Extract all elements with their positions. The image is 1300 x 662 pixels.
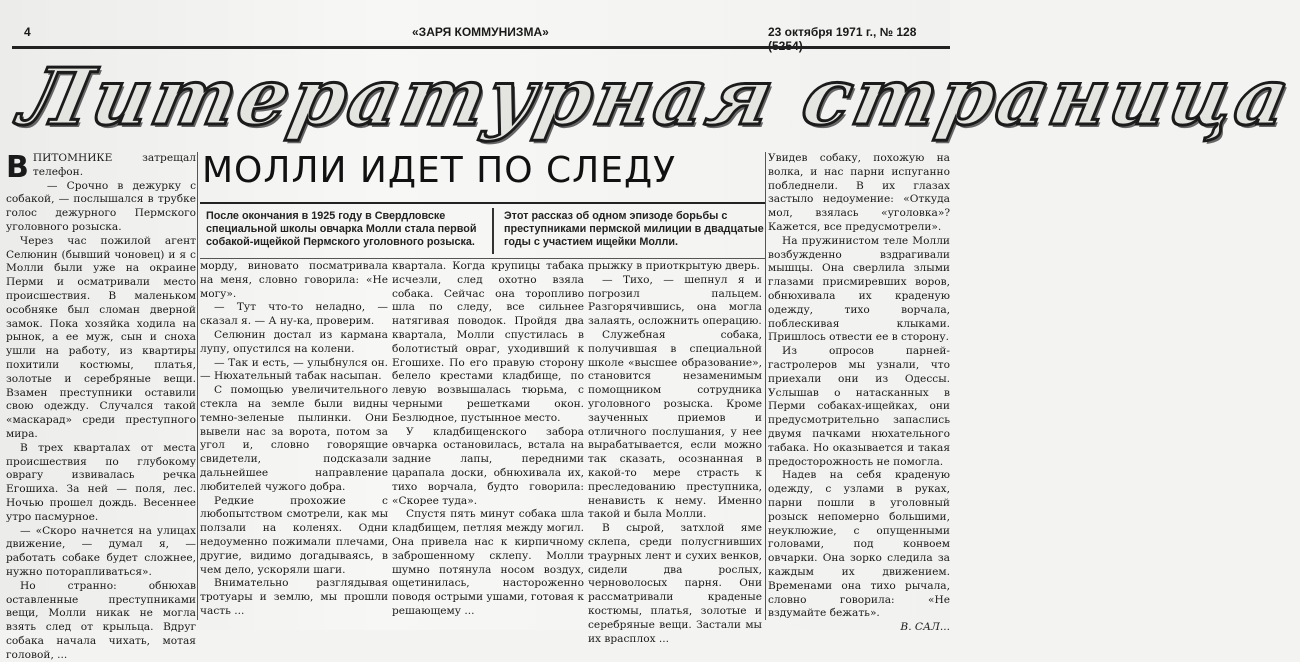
intro-right: Этот рассказ об одном эпизоде борьбы с преступниками пермской милиции в двадцатые годы с участием ищейки Молли. — [504, 210, 764, 248]
paragraph: Через час пожилой агент Селюнин (бывший чоновец) и я с Молли были уже на окраине Перми и осматривали место происшествия. В маленьком особняке был сломан дверной замок. Пока хозяйка ходила на рынок, а ее муж, сын и сноха ушли на работу, из квартиры похитили костюмы, платья, золотые и серебряные вещи. Взамен преступники оставили свою одежду. Случался такой «маскарад» среди преступного мира. — [6, 234, 196, 440]
newspaper-name: «ЗАРЯ КОММУНИЗМА» — [412, 25, 549, 39]
paragraph: — Тут что-то неладно, — сказал я. — А ну-ка, проверим. — [200, 301, 388, 328]
paragraph: В трех кварталах от места происшествия по глубокому оврагу извивалась речка Егошиха. За ней — поля, лес. Ночью прошел дождь. Весеннее утро пасмурное. — [6, 441, 196, 523]
paragraph: — Срочно в дежурку с собакой, — послышался в трубке голос дежурного Пермского уголовного розыска. — [6, 179, 196, 233]
author-signature: В. САЛ... — [900, 621, 950, 634]
paragraph: С помощью увеличительного стекла на земле были видны темно-зеленые пылинки. Они вывели нас за ворота, потом за угол и, словно говорящие свидетели, подсказали дальнейшее направление любителей чужого добра. — [200, 384, 388, 493]
paragraph: Надев на себя краденую одежду, с узлами в руках, парни пошли в уголовный розыск непомерно большими, неуклюжие, с опущенными головами, под конвоем овчарки. Она зорко следила за каждым их движением. Временами она тихо рычала, словно говорила: «Не вздумайте бежать». — [768, 469, 950, 620]
intro-separator — [492, 208, 494, 254]
column-3 — [392, 260, 584, 618]
column-4 — [588, 260, 762, 645]
paragraph: ПИТОМНИКЕ затрещал телефон. — [32, 152, 196, 178]
paragraph: Редкие прохожие с любопытством смотрели, как мы ползали на коленях. Одни недоуменно пожимали плечами, другие, видимо догадываясь, в чем дело, ускоряли шаги. — [200, 494, 388, 576]
column-rule — [765, 152, 766, 620]
paragraph: Из опросов парней-гастролеров мы узнали, что приехали они из Одессы. Услышав о натасканных в Перми собаках-ищейках, они предусмотрительно запаслись двумя пачками нюхательного табака. Но оказывается и такая предосторожность не помогла. — [768, 345, 950, 468]
drop-cap: В — [6, 150, 29, 185]
header-rule — [12, 46, 950, 49]
paragraph: Селюнин достал из кармана лупу, опустился на колени. — [200, 328, 388, 355]
paragraph: Внимательно разглядывая тротуары и землю, мы прошли часть ... — [200, 577, 388, 617]
article-title: МОЛЛИ ИДЕТ ПО СЛЕДУ — [202, 150, 677, 191]
section-banner — [12, 52, 1300, 146]
page-header — [0, 22, 950, 44]
paragraph: Спустя пять минут собака шла кладбищем, петляя между могил. Она привела нас к кирпичному заброшенному склепу. Молли шумно потянула носом воздух, ощетинилась, настороженно поводя острыми ушами, готовая к решающему ... — [392, 508, 584, 617]
banner-title: Литературная страница — [12, 52, 1300, 143]
paragraph: квартала. Когда крупицы табака исчезли, след охотно взяла собака. Сейчас она торопливо шла по следу, все сильнее натягивая поводок. Пройдя два квартала, Молли спустилась в болотистый овраг, уходивший к Егошихе. По его правую сторону белело крестами кладбище, по левую возвышалась тюрьма, с черными решетками окон. Безлюдное, пустынное место. — [392, 260, 584, 424]
paragraph: — Так и есть, — улыбнулся он. — Нюхательный табак насыпан. — [200, 356, 388, 383]
paragraph: морду, виновато посматривала на меня, словно говорила: «Не могу». — [200, 260, 388, 300]
paragraph: — «Скоро начнется на улицах движение, — думал я, — работать собаке будет сложнее, нужно поторапливаться». — [6, 524, 196, 578]
page-number: 4 — [24, 25, 31, 39]
paragraph: На пружинистом теле Молли возбужденно вздрагивали мышцы. Она сверлила злыми глазами присмиревших воров, обнюхивала их краденую одежду, тихо ворчала, поблескивая клыками. Пришлось отвести ее в сторону. — [768, 234, 950, 344]
column-5 — [768, 152, 950, 634]
title-rule — [200, 202, 766, 204]
paragraph: Но странно: обнюхав оставленные преступниками вещи, Молли никак не могла взять след от крыльца. Вдруг собака начала чихать, мотая головой, ... — [6, 579, 196, 661]
column-rule — [197, 152, 198, 620]
intro-rule — [200, 258, 766, 259]
column-1 — [6, 150, 196, 661]
paragraph: прыжку в приоткрытую дверь. — [588, 260, 760, 272]
paragraph: Увидев собаку, похожую на волка, и нас парни испуганно побледнели. В их глазах застыло недоумение: «Откуда мол, взялась «уголовка»? Кажется, все предусмотрели». — [768, 152, 950, 233]
paragraph: — Тихо, — шепнул я и погрозил пальцем. Разгорячившись, она могла залаять, осложнить операцию. — [588, 273, 762, 328]
paragraph: У кладбищенского забора овчарка остановилась, встала на задние лапы, передними царапала доски, обнюхивала их, тихо ворчала, будто говорила: «Скорее туда». — [392, 425, 584, 507]
paragraph: Служебная собака, получившая в специальной школе «высшее образование», становится незаменимым помощником сотрудника уголовного розыска. Кроме заученных приемов и отличного послушания, у нее вырабатывается, если можно так сказать, осознанная в какой-то мере страсть к преследованию преступника, ненависть к нему. Именно такой и была Молли. — [588, 328, 762, 521]
paragraph: В сырой, затхлой яме склепа, среди полусгнивших траурных лент и сухих венков, сидели два рослых, черноволосых парня. Они рассматривали краденые костюмы, платья, золотые и серебряные вещи. Застали мы их врасплох ... — [588, 522, 762, 645]
issue-date: 23 октября 1971 г., № 128 — [768, 25, 917, 39]
column-2 — [200, 260, 388, 618]
intro-left: После окончания в 1925 году в Свердловске специальной школы овчарка Молли стала первой собакой-ищейкой Пермского уголовного розыска. — [206, 210, 477, 248]
